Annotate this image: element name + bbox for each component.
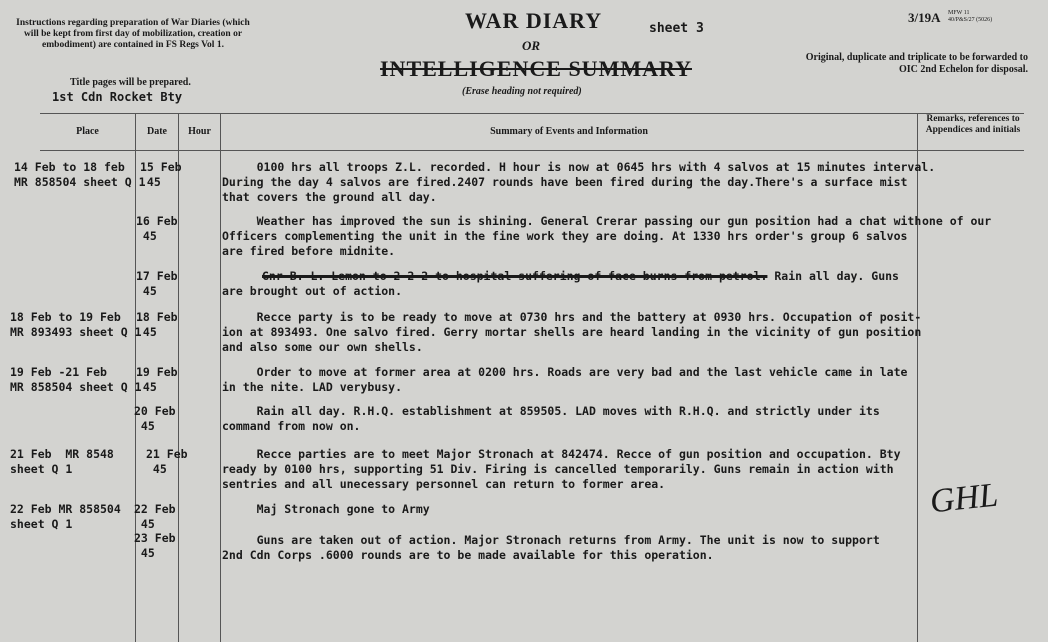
row-date: 15 Feb 45 xyxy=(140,160,182,189)
title-or: OR xyxy=(522,38,541,53)
page-title: WAR DIARY xyxy=(465,8,603,33)
col-summary: Summary of Events and Information xyxy=(490,126,648,137)
row-date: 22 Feb 45 xyxy=(134,502,176,531)
row-remarks: one of our xyxy=(922,214,992,228)
col-hour: Hour xyxy=(188,126,211,137)
row-place: 18 Feb to 19 Feb MR 893493 sheet Q 1 xyxy=(10,310,142,339)
row-date: 21 Feb 45 xyxy=(146,447,188,476)
page-subtitle: INTELLIGENCE SUMMARY xyxy=(380,56,692,81)
row-summary: are brought out of action. xyxy=(222,284,403,298)
divider-date-hour xyxy=(178,113,179,642)
row-struck-summary xyxy=(262,269,899,284)
row-date: 17 Feb 45 xyxy=(136,269,178,298)
unit-name: 1st Cdn Rocket Bty xyxy=(52,90,183,104)
form-small-print: MFW 11 40/P&S/27 (5026) xyxy=(948,10,993,23)
original-note: Original, duplicate and triplicate to be forwarded to OIC 2nd Echelon for disposal. xyxy=(805,52,1028,75)
row-date: 23 Feb 45 xyxy=(134,531,176,560)
row-place: 14 Feb to 18 feb MR 858504 sheet Q 1 xyxy=(14,160,146,189)
title-pages-note: Title pages will be prepared. xyxy=(70,77,191,88)
col-place: Place xyxy=(76,126,99,137)
table-top-rule xyxy=(40,113,1024,114)
row-summary: Recce parties are to meet Major Stronach at 842474. Recce of gun position and occupation. Bty ready by 0100 hrs, supporting 51 Div. Firing is cancelled temporarily. Guns remain in action with sentries and all unecessary personnel can return to former area. xyxy=(222,447,901,491)
row-summary: Weather has improved the sun is shining. General Crerar passing our gun position had a chat with Officers complementing the unit in the fine work they are doing. At 1330 hrs order's group 6 salvos are fired before midnite. xyxy=(222,214,922,258)
row-date: 16 Feb 45 xyxy=(136,214,178,243)
handwritten-signature: GHL xyxy=(928,476,1000,521)
col-date: Date xyxy=(147,126,167,137)
header-bottom-rule xyxy=(40,150,1024,151)
form-reference: 3/19A xyxy=(908,10,941,25)
row-summary: Recce party is to be ready to move at 0730 hrs and the battery at 0930 hrs. Occupation of posit- ion at 893493. One salvo fired. Gerry mortar shells are heard landing in the vicinity of gun position and also some our own shells. xyxy=(222,310,922,354)
sheet-number: sheet 3 xyxy=(649,21,704,36)
row-summary: Rain all day. R.H.Q. establishment at 859505. LAD moves with R.H.Q. and strictly under its command from now on. xyxy=(222,404,880,433)
row-date: 20 Feb 45 xyxy=(134,404,176,433)
struck-trailing-text: Rain all day. Guns xyxy=(767,269,899,283)
row-date: 19 Feb 45 xyxy=(136,365,178,394)
instructions-note: Instructions regarding preparation of War Diaries (which will be kept from first day of mobilization, creation or embodiment) are contained in FS Regs Vol 1. xyxy=(16,18,250,50)
row-summary: 0100 hrs all troops Z.L. recorded. H hour is now at 0645 hrs with 4 salvos at 15 minutes interval. During the day 4 salvos are fired.2407 rounds have been fired during the day.There's a surface mist that covers the ground all day. xyxy=(222,160,936,204)
row-place: 21 Feb MR 8548 sheet Q 1 xyxy=(10,447,114,476)
col-remarks: Remarks, references to Appendices and initials xyxy=(925,114,1021,135)
erase-note: (Erase heading not required) xyxy=(462,86,582,97)
divider-hour-summary xyxy=(220,113,221,642)
row-place: 22 Feb MR 858504 sheet Q 1 xyxy=(10,502,121,531)
struck-text: Gnr B. L. Lemon to 2 2 2 to hospital suffering of face burns from petrol. xyxy=(262,269,768,283)
row-date: 18 Feb 45 xyxy=(136,310,178,339)
row-place: 19 Feb -21 Feb MR 858504 sheet Q 1 xyxy=(10,365,142,394)
row-summary: Guns are taken out of action. Major Stronach returns from Army. The unit is now to support 2nd Cdn Corps .6000 rounds are to be made available for this operation. xyxy=(222,533,880,562)
row-summary: Maj Stronach gone to Army xyxy=(222,502,430,516)
row-summary: Order to move at former area at 0200 hrs. Roads are very bad and the last vehicle came in late in the nite. LAD verybusy. xyxy=(222,365,908,394)
